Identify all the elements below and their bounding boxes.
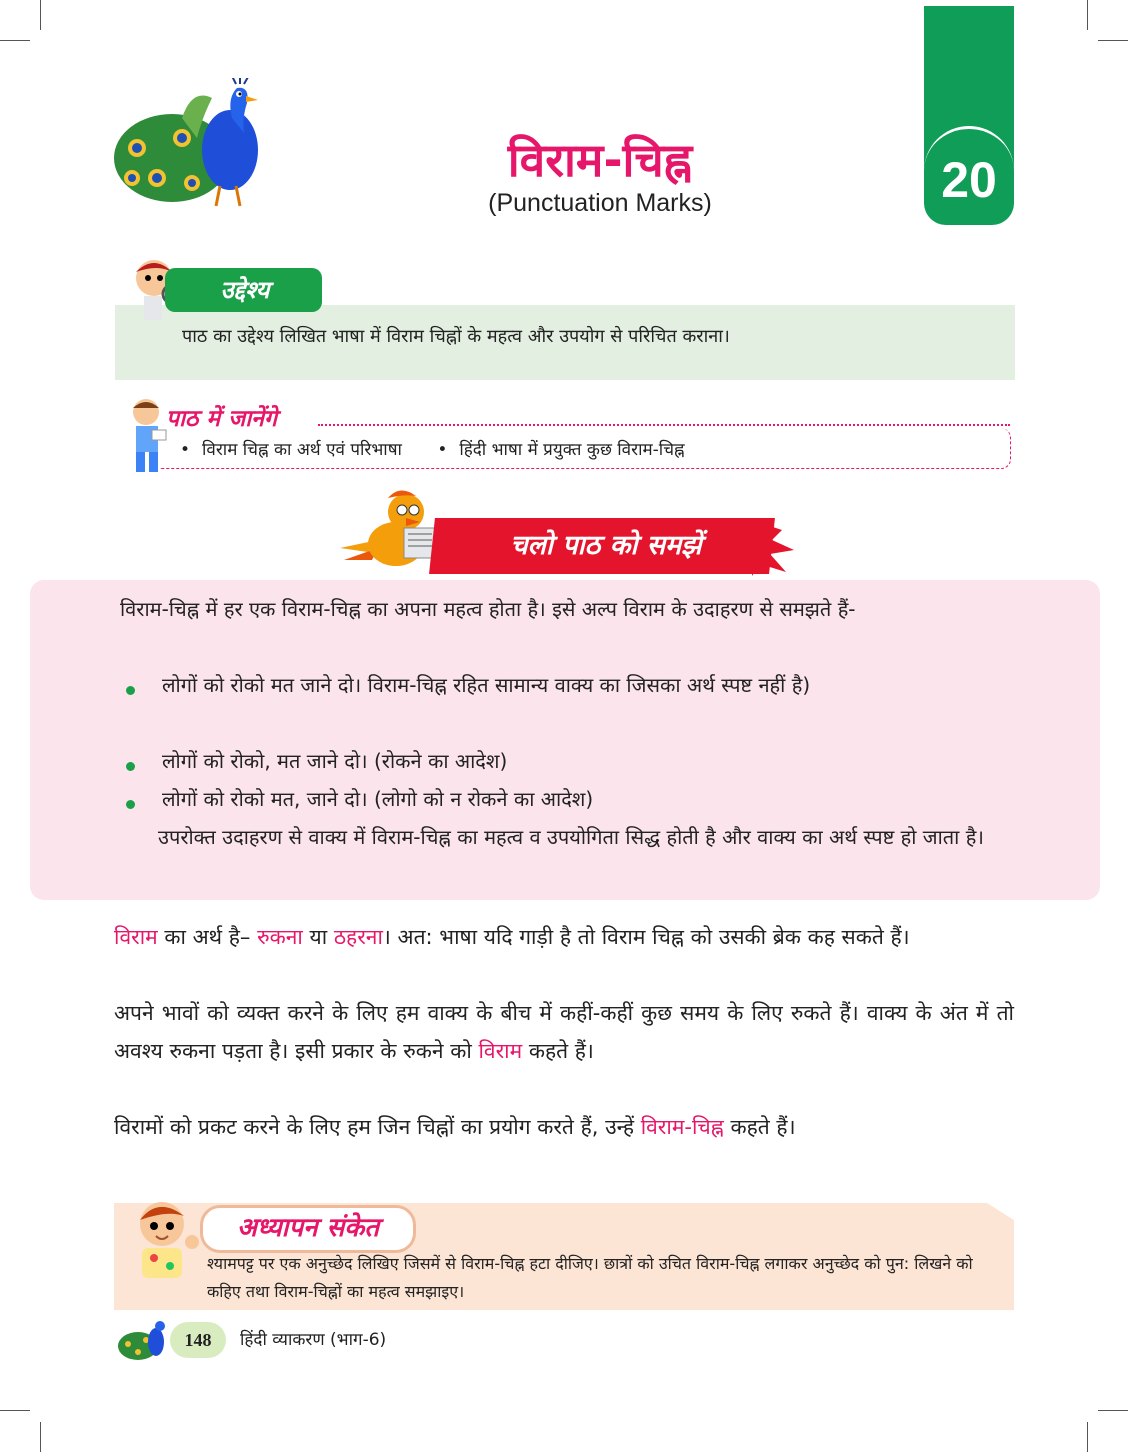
example-item: लोगों को रोको मत, जाने दो। (लोगो को न रोकने का आदेश) [162, 787, 594, 811]
learn-item: हिंदी भाषा में प्रयुक्त कुछ विराम-चिह्न [459, 440, 685, 460]
crop-mark [40, 1422, 41, 1452]
page-number: 148 [184, 1330, 212, 1350]
peacock-illustration [112, 78, 292, 214]
section-banner-text: चलो पाठ को समझें [510, 530, 702, 561]
chapter-number: 20 [941, 152, 997, 208]
teacher-boy-illustration [128, 1196, 204, 1282]
bullet: • [179, 440, 191, 460]
bullet-dot [126, 686, 135, 695]
learn-heading-underline [318, 424, 1010, 426]
crop-mark [0, 1410, 30, 1411]
crop-mark [1098, 40, 1128, 41]
chapter-title: विराम-चिह्न [507, 133, 693, 187]
example-item: लोगों को रोको, मत जाने दो। (रोकने का आदेश) [162, 749, 508, 773]
paragraph-text: विरामों को प्रकट करने के लिए हम जिन चिह्नों का प्रयोग करते हैं, उन्हें [114, 1115, 641, 1139]
learn-items [168, 436, 685, 464]
crop-mark [40, 0, 41, 30]
teacher-note-text: श्यामपट्ट पर एक अनुच्छेद लिखिए जिसमें से विराम-चिह्न हटा दीजिए। छात्रों को उचित विराम-चिह्न लगाकर अनुच्छेद को पुन: लिखने को कहिए तथा विराम-चिह्नों का महत्व समझाइए। [207, 1254, 973, 1301]
paragraph-text: का अर्थ है– [157, 925, 258, 949]
highlight-word: विराम-चिह्न [640, 1115, 724, 1139]
paragraph-text: । अत: भाषा यदि गाड़ी है तो विराम चिह्न को उसकी ब्रेक कह सकते हैं। [382, 925, 910, 949]
teacher-note-label: अध्यापन संकेत [200, 1205, 416, 1253]
objective-text: पाठ का उद्देश्य लिखित भाषा में विराम चिह्नों के महत्व और उपयोग से परिचित कराना। [182, 326, 730, 347]
bird-reading-illustration [338, 488, 438, 574]
chapter-subtitle: (Punctuation Marks) [488, 189, 712, 217]
highlight-word: विराम [478, 1039, 523, 1063]
crop-mark [1087, 0, 1088, 30]
paragraph-pause [114, 994, 1014, 1070]
footer-peacock-icon [116, 1316, 172, 1364]
paragraph-text: या [302, 925, 334, 949]
example-item: लोगों को रोको मत जाने दो। विराम-चिह्न रहित सामान्य वाक्य का जिसका अर्थ स्पष्ट नहीं है) [162, 673, 811, 697]
paragraph-definition [114, 1108, 1014, 1146]
highlight-word: विराम [114, 925, 158, 949]
paragraph-meaning [114, 918, 1014, 956]
crop-mark [1098, 1410, 1128, 1411]
example-conclusion: उपरोक्त उदाहरण से वाक्य में विराम-चिह्न का महत्व व उपयोगिता सिद्ध होती है और वाक्य का अर्थ स्पष्ट हो जाता है। [158, 825, 984, 849]
paragraph-text: अपने भावों को व्यक्त करने के लिए हम वाक्य के बीच में कहीं-कहीं कुछ समय के लिए रुकते हैं। वाक्य के अंत में तो अवश्य रुकना पड़ता है। इसी प्रकार के रुकने को [114, 1001, 1014, 1063]
bullet: • [437, 440, 448, 460]
learn-item: विराम चिह्न का अर्थ एवं परिभाषा [202, 440, 402, 460]
paragraph-text: कहते हैं। [723, 1115, 796, 1139]
highlight-word: ठहरना [333, 925, 383, 949]
bullet-dot [126, 762, 135, 771]
book-title: हिंदी व्याकरण (भाग-6) [240, 1330, 387, 1350]
learn-heading: पाठ में जानेंगे [166, 406, 277, 432]
crop-mark [1087, 1422, 1088, 1452]
paragraph-text: कहते हैं। [522, 1039, 594, 1063]
objective-label: उद्देश्य [220, 276, 270, 304]
highlight-word: रुकना [257, 925, 303, 949]
intro-text: विराम-चिह्न में हर एक विराम-चिह्न का अपना महत्व होता है। इसे अल्प विराम के उदाहरण से समझते हैं- [120, 597, 856, 621]
crop-mark [0, 40, 30, 41]
bullet-dot [126, 800, 135, 809]
